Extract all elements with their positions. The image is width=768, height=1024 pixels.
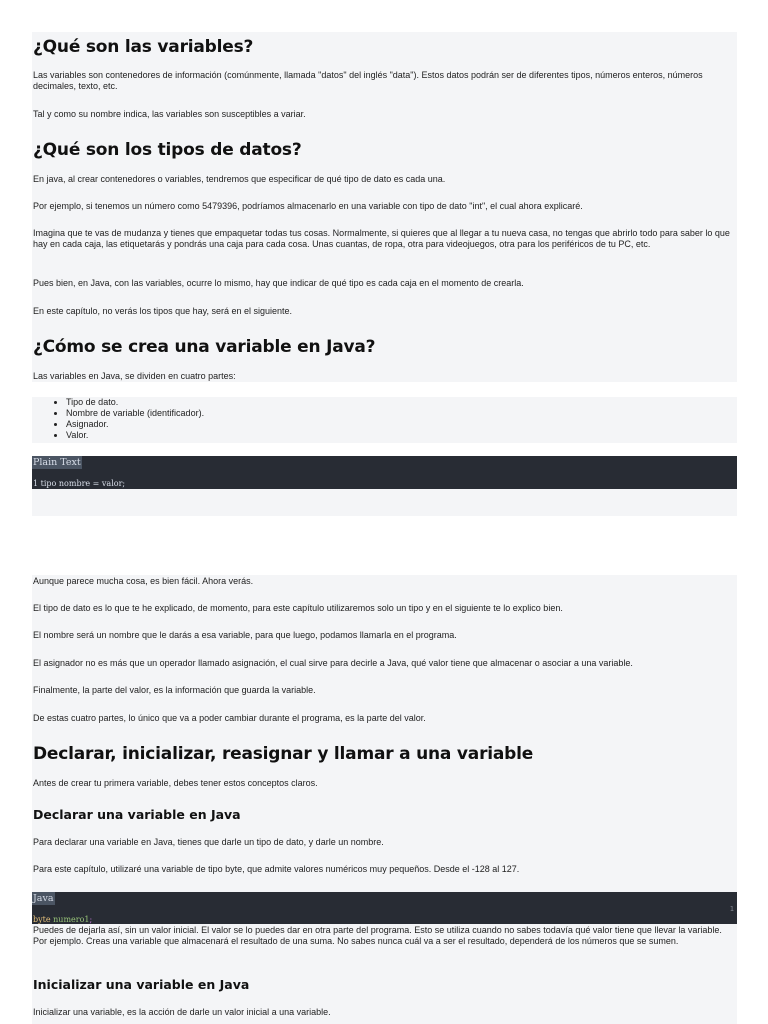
paragraph: En java, al crear contenedores o variables, tendremos que especificar de qué tipo de dato es cada una. (33, 174, 446, 184)
subheading-inicializar-variable: Inicializar una variable en Java (33, 977, 250, 992)
paragraph: Para este capítulo, utilizaré una variable de tipo byte, que admite valores numéricos muy pequeños. Desde el -128 al 127. (33, 864, 520, 874)
heading-como-se-crea-variable: ¿Cómo se crea una variable en Java? (33, 337, 376, 357)
paragraph: Antes de crear tu primera variable, debes tener estos conceptos claros. (33, 778, 318, 788)
paragraph: El asignador no es más que un operador llamado asignación, el cual sirve para decirle a Java, qué valor tiene que almacenar o asociar a una variable. (33, 658, 633, 668)
code-line: 1 tipo nombre = valor; (33, 479, 126, 488)
paragraph: Por ejemplo, si tenemos un número como 5479396, podríamos almacenarlo en una variable con tipo de dato "int", el cual ahora explicaré. (33, 201, 583, 211)
paragraph: Puedes de dejarla así, sin un valor inicial. El valor se lo puedes dar en otra parte del programa. Esto se utiliza cuando no sabes todavía qué valor tiene que llevar la variable. Por ejemplo. Creas una variable que almacenará el resultado de una suma. No sabes nunca cuál va a ser el resultado, dependerá de los números que se sumen. (33, 925, 722, 946)
paragraph: De estas cuatro partes, lo único que va a poder cambiar durante el programa, es la parte del valor. (33, 713, 426, 723)
list-item: • Tipo de dato. (66, 397, 204, 408)
content-panel-bottom (32, 575, 737, 1024)
heading-tipos-de-datos: ¿Qué son los tipos de datos? (33, 140, 302, 160)
code-line (33, 915, 92, 924)
paragraph: Finalmente, la parte del valor, es la información que guarda la variable. (33, 685, 316, 695)
code-keyword: byte (33, 915, 51, 924)
list-item: • Asignador. (66, 419, 204, 430)
paragraph: Para declarar una variable en Java, tienes que darle un tipo de dato, y darle un nombre. (33, 837, 384, 847)
subheading-declarar-variable: Declarar una variable en Java (33, 807, 241, 822)
code-block-java (32, 892, 737, 924)
code-language-label: Plain Text (33, 457, 81, 468)
code-line-number: 1 (729, 905, 734, 913)
paragraph: En este capítulo, no verás los tipos que hay, será en el siguiente. (33, 306, 292, 316)
code-language-label: Java (33, 893, 54, 904)
heading-declarar-inicializar: Declarar, inicializar, reasignar y llamar a una variable (33, 744, 534, 764)
paragraph: Aunque parece mucha cosa, es bien fácil. Ahora verás. (33, 576, 254, 586)
paragraph: Tal y como su nombre indica, las variables son susceptibles a variar. (33, 109, 306, 119)
paragraph: El tipo de dato es lo que te he explicado, de momento, para este capítulo utilizaremos solo un tipo y en el siguiente te lo explico bien. (33, 603, 563, 613)
paragraph: Pues bien, en Java, con las variables, ocurre lo mismo, hay que indicar de qué tipo es cada caja en el momento de crearla. (33, 278, 524, 288)
paragraph: Imagina que te vas de mudanza y tienes que empaquetar todas tus cosas. Normalmente, si quieres que al llegar a tu nueva casa, no tengas que abrirlo todo para saber lo que hay en cada caja, las etiquetarás y pondrás una caja para cada cosa. Unas cuantas, de ropa, otra para videojuegos, otra para los periféricos de tu PC, etc. (33, 228, 730, 249)
heading-que-son-variables: ¿Qué son las variables? (33, 37, 254, 57)
paragraph: Las variables son contenedores de información (comúnmente, llamada "datos" del inglés "data"). Estos datos podrán ser de diferentes tipos, números enteros, números decimales, texto, etc. (33, 70, 703, 91)
code-identifier: numero1 (53, 915, 90, 924)
parts-list (66, 397, 204, 441)
list-item: • Valor. (66, 430, 204, 441)
paragraph: Inicializar una variable, es la acción de darle un valor inicial a una variable. (33, 1007, 331, 1017)
list-item: • Nombre de variable (identificador). (66, 408, 204, 419)
paragraph: El nombre será un nombre que le darás a esa variable, para que luego, podamos llamarla en el programa. (33, 630, 457, 640)
code-block-plain-text (32, 456, 737, 489)
code-punctuation: ; (89, 915, 93, 924)
paragraph: Las variables en Java, se dividen en cuatro partes: (33, 371, 236, 381)
content-panel-code-footer (32, 489, 737, 516)
